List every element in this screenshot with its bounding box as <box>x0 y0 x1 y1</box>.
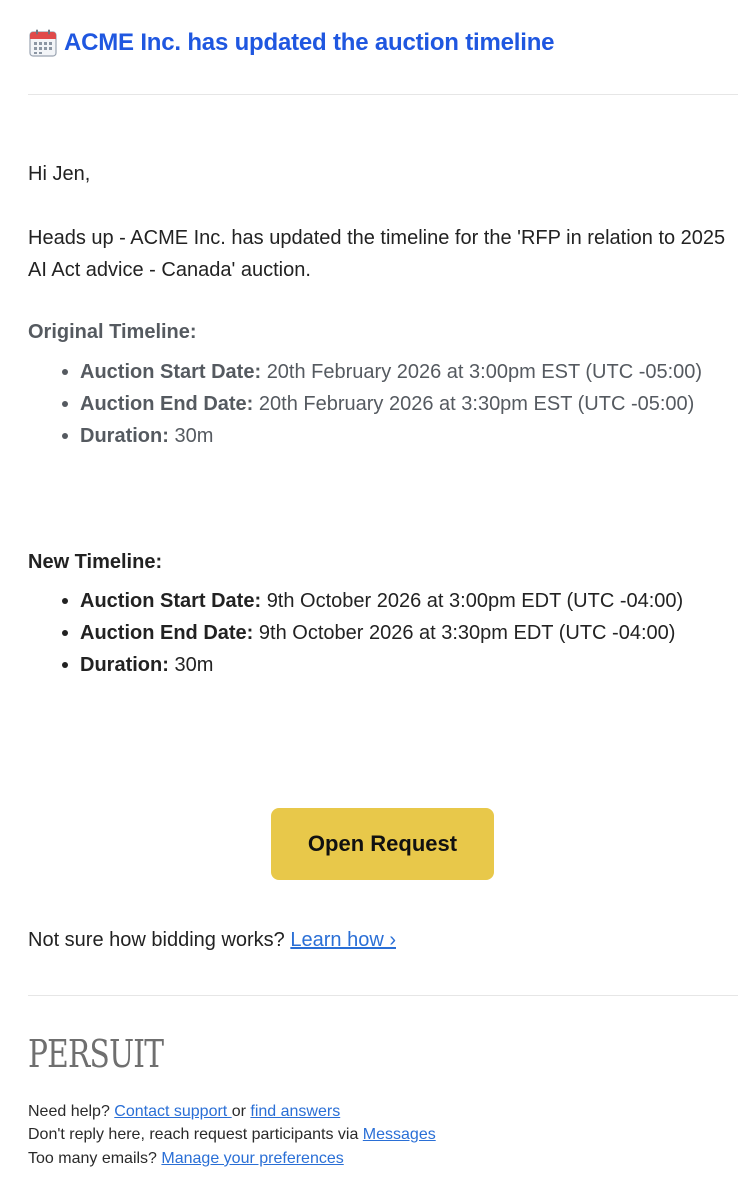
item-value: 30m <box>174 425 214 447</box>
calendar-icon <box>28 28 58 58</box>
footer-help-line <box>28 1100 340 1123</box>
footer-help-text: Need help? <box>28 1103 110 1120</box>
list-item <box>80 649 730 681</box>
messages-link[interactable]: Messages <box>362 1126 436 1143</box>
find-answers-link[interactable]: find answers <box>250 1103 341 1120</box>
footer-preferences-text: Too many emails? <box>28 1150 157 1167</box>
list-item <box>80 585 730 617</box>
item-label: Auction Start Date: <box>80 590 262 612</box>
list-item <box>80 388 730 420</box>
original-timeline-list <box>28 356 730 452</box>
footer-preferences-line <box>28 1147 344 1170</box>
footer-reply-text: Don't reply here, reach request participants via <box>28 1126 359 1143</box>
open-request-button[interactable]: Open Request <box>271 808 494 880</box>
intro-paragraph: Heads up - ACME Inc. has updated the timeline for the 'RFP in relation to 2025 AI Act advice - Canada' auction. <box>28 227 726 281</box>
manage-preferences-link[interactable]: Manage your preferences <box>161 1150 344 1167</box>
item-label: Auction Start Date: <box>80 361 262 383</box>
persuit-logo: PERSUIT <box>28 1032 164 1076</box>
footer-or-text: or <box>231 1103 246 1120</box>
contact-support-link[interactable]: Contact support <box>114 1103 232 1120</box>
email-heading <box>28 28 554 58</box>
item-value: 20th February 2026 at 3:00pm EST (UTC -05:00) <box>266 361 703 383</box>
greeting: Hi Jen, <box>28 163 91 185</box>
learn-how-link[interactable]: Learn how › <box>290 929 396 951</box>
item-value: 9th October 2026 at 3:30pm EDT (UTC -04:00) <box>258 622 676 644</box>
new-timeline-title: New Timeline: <box>28 551 163 573</box>
item-value: 20th February 2026 at 3:30pm EST (UTC -05:00) <box>258 393 695 415</box>
list-item <box>80 420 730 452</box>
original-timeline-title: Original Timeline: <box>28 321 197 343</box>
item-label: Duration: <box>80 654 169 676</box>
list-item <box>80 356 730 388</box>
footer-reply-line <box>28 1123 436 1146</box>
email-title: ACME Inc. has updated the auction timeline <box>64 29 555 56</box>
bidding-help-text: Not sure how bidding works? <box>28 929 285 951</box>
list-item <box>80 617 730 649</box>
item-value: 9th October 2026 at 3:00pm EDT (UTC -04:00) <box>266 590 684 612</box>
item-label: Auction End Date: <box>80 393 254 415</box>
footer-divider <box>28 995 738 996</box>
header-divider <box>28 94 738 95</box>
bidding-help <box>28 924 396 956</box>
item-label: Duration: <box>80 425 169 447</box>
item-value: 30m <box>174 654 214 676</box>
item-label: Auction End Date: <box>80 622 254 644</box>
new-timeline-list <box>28 585 730 681</box>
